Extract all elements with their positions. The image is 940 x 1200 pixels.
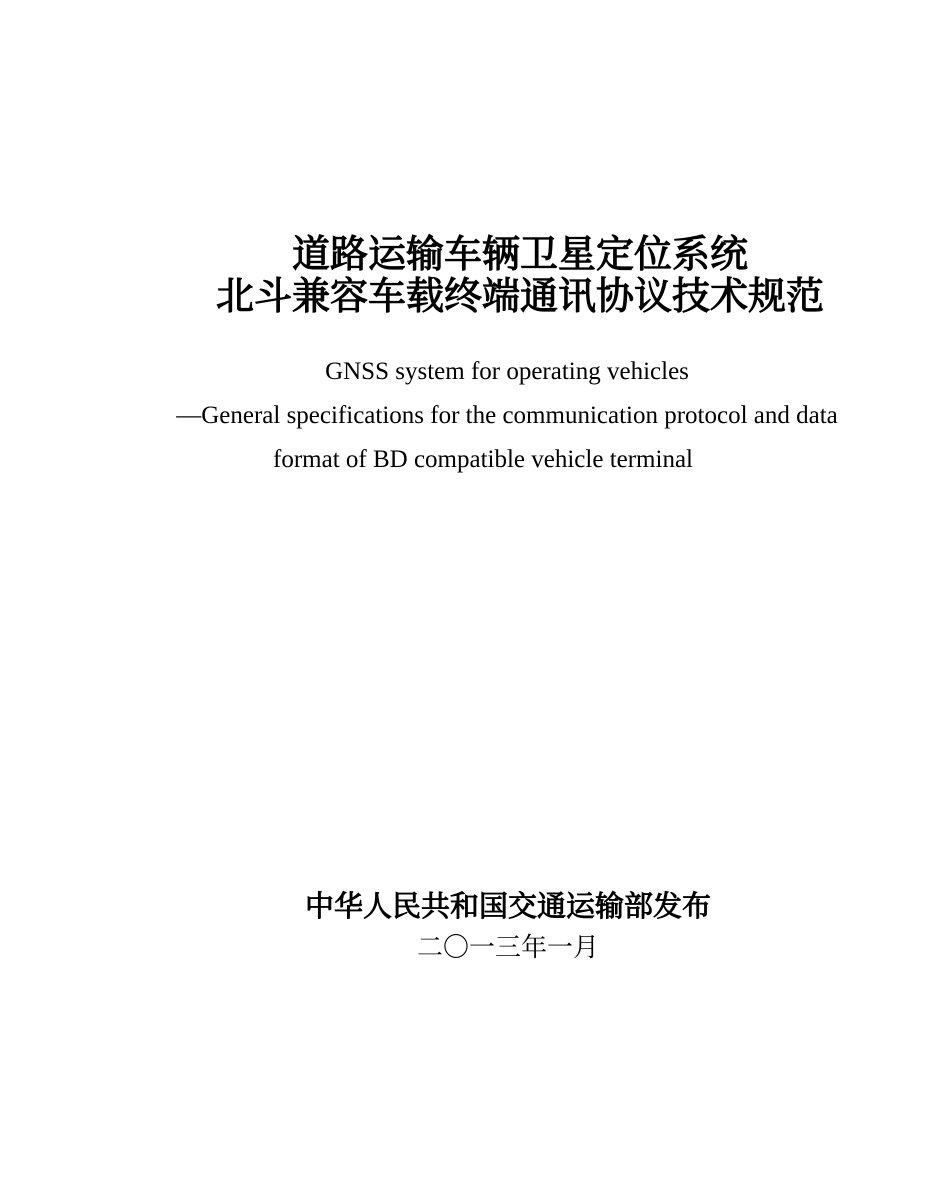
publisher-line: 中华人民共和国交通运输部发布 bbox=[304, 891, 711, 923]
publication-date: 二〇一三年一月 bbox=[416, 933, 599, 962]
chinese-title bbox=[0, 234, 940, 318]
english-subtitle-line-2: —General specifications for the communication protocol and data bbox=[176, 402, 838, 429]
english-subtitle-line-3: format of BD compatible vehicle terminal bbox=[273, 446, 693, 473]
english-subtitle bbox=[0, 350, 940, 482]
english-subtitle-line-1: GNSS system for operating vehicles bbox=[325, 358, 689, 385]
chinese-title-line-2: 北斗兼容车载终端通讯协议技术规范 bbox=[215, 276, 824, 318]
chinese-title-line-1: 道路运输车辆卫星定位系统 bbox=[291, 234, 748, 276]
